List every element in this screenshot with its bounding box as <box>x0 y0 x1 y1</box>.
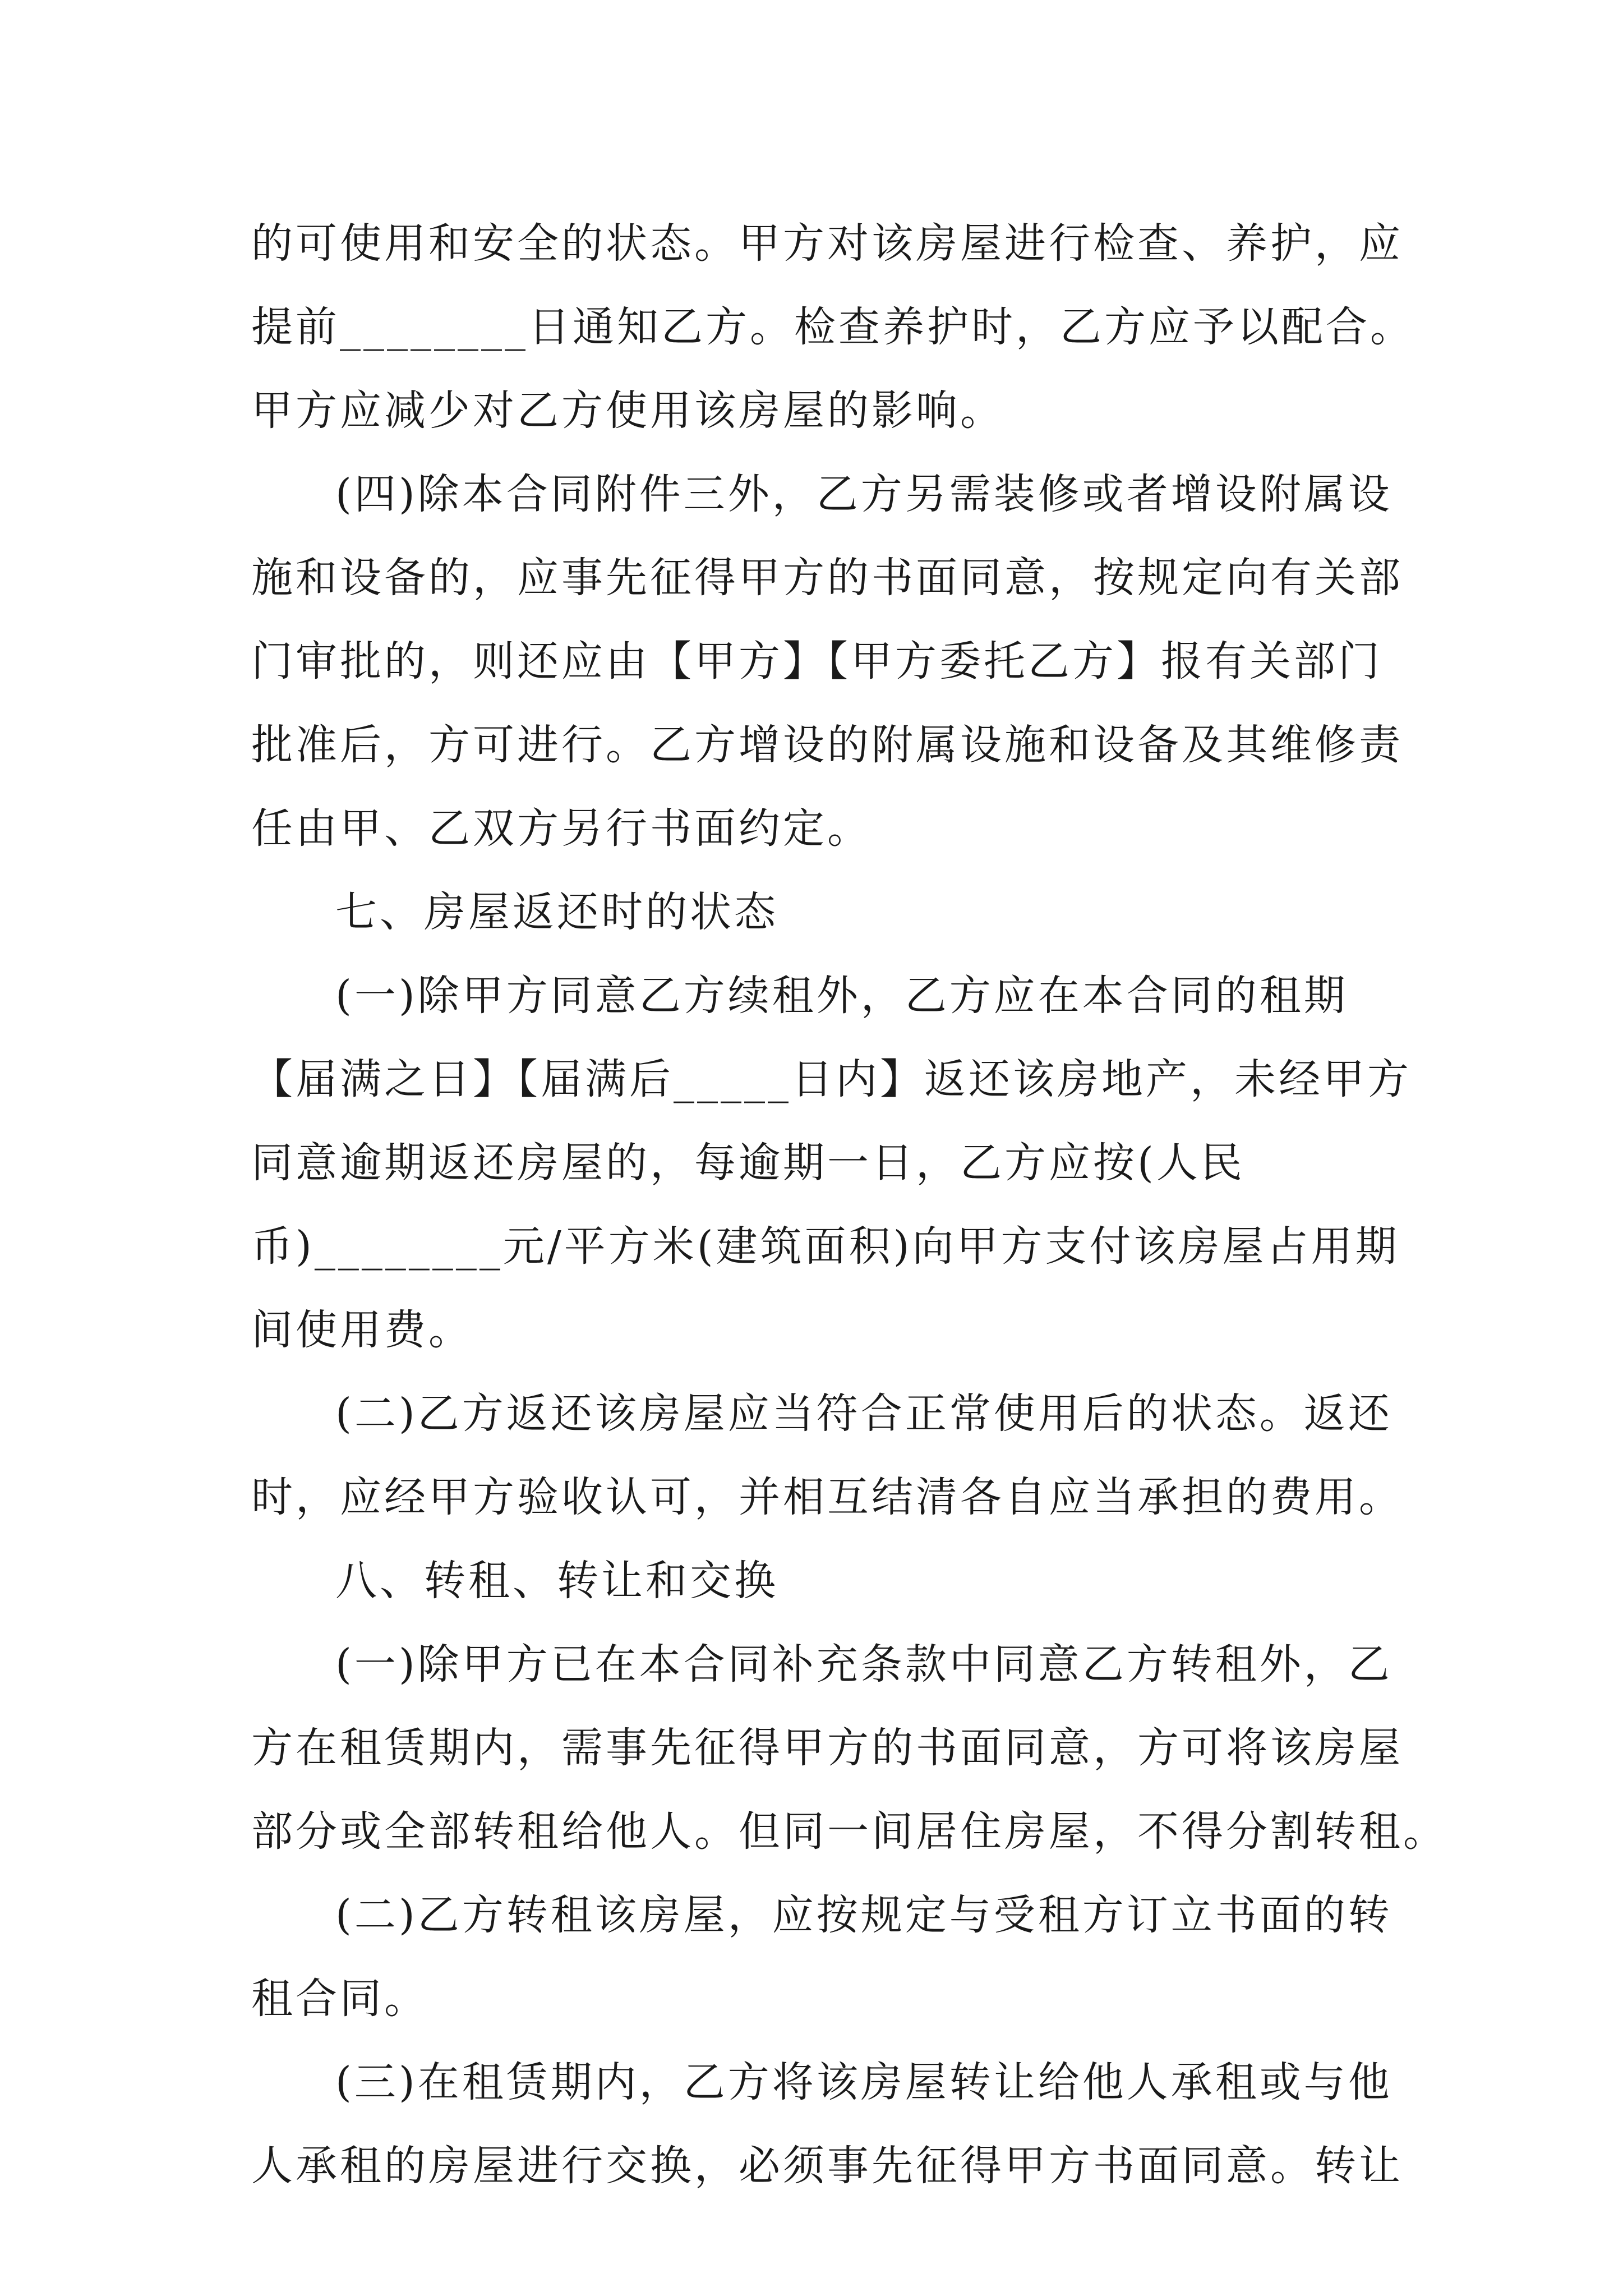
text-line: 批准后，方可进行。乙方增设的附属设施和设备及其维修责 <box>251 721 1403 769</box>
contract-text-body <box>251 202 1447 2208</box>
text-line: 方在租赁期内，需事先征得甲方的书面同意，方可将该房屋 <box>251 1724 1403 1772</box>
text-line: 提前________日通知乙方。检查养护时，乙方应予以配合。 <box>251 303 1414 351</box>
text-line: 门审批的，则还应由【甲方】【甲方委托乙方】报有关部门 <box>251 637 1382 685</box>
text-line: 时，应经甲方验收认可，并相互结清各自应当承担的费用。 <box>251 1473 1403 1521</box>
text-line: 币)________元/平方米(建筑面积)向甲方支付该房屋占用期 <box>251 1222 1400 1271</box>
text-line: (二)乙方转租该房屋，应按规定与受租方订立书面的转 <box>335 1891 1393 1939</box>
text-line: 施和设备的，应事先征得甲方的书面同意，按规定向有关部 <box>251 554 1403 602</box>
section-heading: 八、转租、转让和交换 <box>335 1557 778 1605</box>
text-line: (四)除本合同附件三外，乙方另需装修或者增设附属设 <box>335 470 1393 518</box>
text-line: 的可使用和安全的状态。甲方对该房屋进行检查、养护，应 <box>251 219 1403 268</box>
text-line: 租合同。 <box>251 1975 428 2023</box>
text-line: 任由甲、乙双方另行书面约定。 <box>251 804 872 853</box>
text-line: (一)除甲方同意乙方续租外，乙方应在本合同的租期 <box>335 972 1348 1020</box>
text-line: 间使用费。 <box>251 1306 473 1354</box>
text-line: 同意逾期返还房屋的，每逾期一日，乙方应按(人民 <box>251 1139 1245 1187</box>
text-line: (三)在租赁期内，乙方将该房屋转让给他人承租或与他 <box>335 2058 1393 2106</box>
text-line: (二)乙方返还该房屋应当符合正常使用后的状态。返还 <box>335 1389 1393 1438</box>
text-line: 人承租的房屋进行交换，必须事先征得甲方书面同意。转让 <box>251 2142 1403 2190</box>
section-heading: 七、房屋返还时的状态 <box>335 888 778 936</box>
text-line: 甲方应减少对乙方使用该房屋的影响。 <box>251 386 1004 435</box>
text-line: 部分或全部转租给他人。但同一间居住房屋，不得分割转租。 <box>251 1807 1447 1856</box>
text-line: 【届满之日】【届满后_____日内】返还该房地产，未经甲方 <box>251 1055 1412 1103</box>
text-line: (一)除甲方已在本合同补充条款中同意乙方转租外，乙 <box>335 1640 1393 1688</box>
